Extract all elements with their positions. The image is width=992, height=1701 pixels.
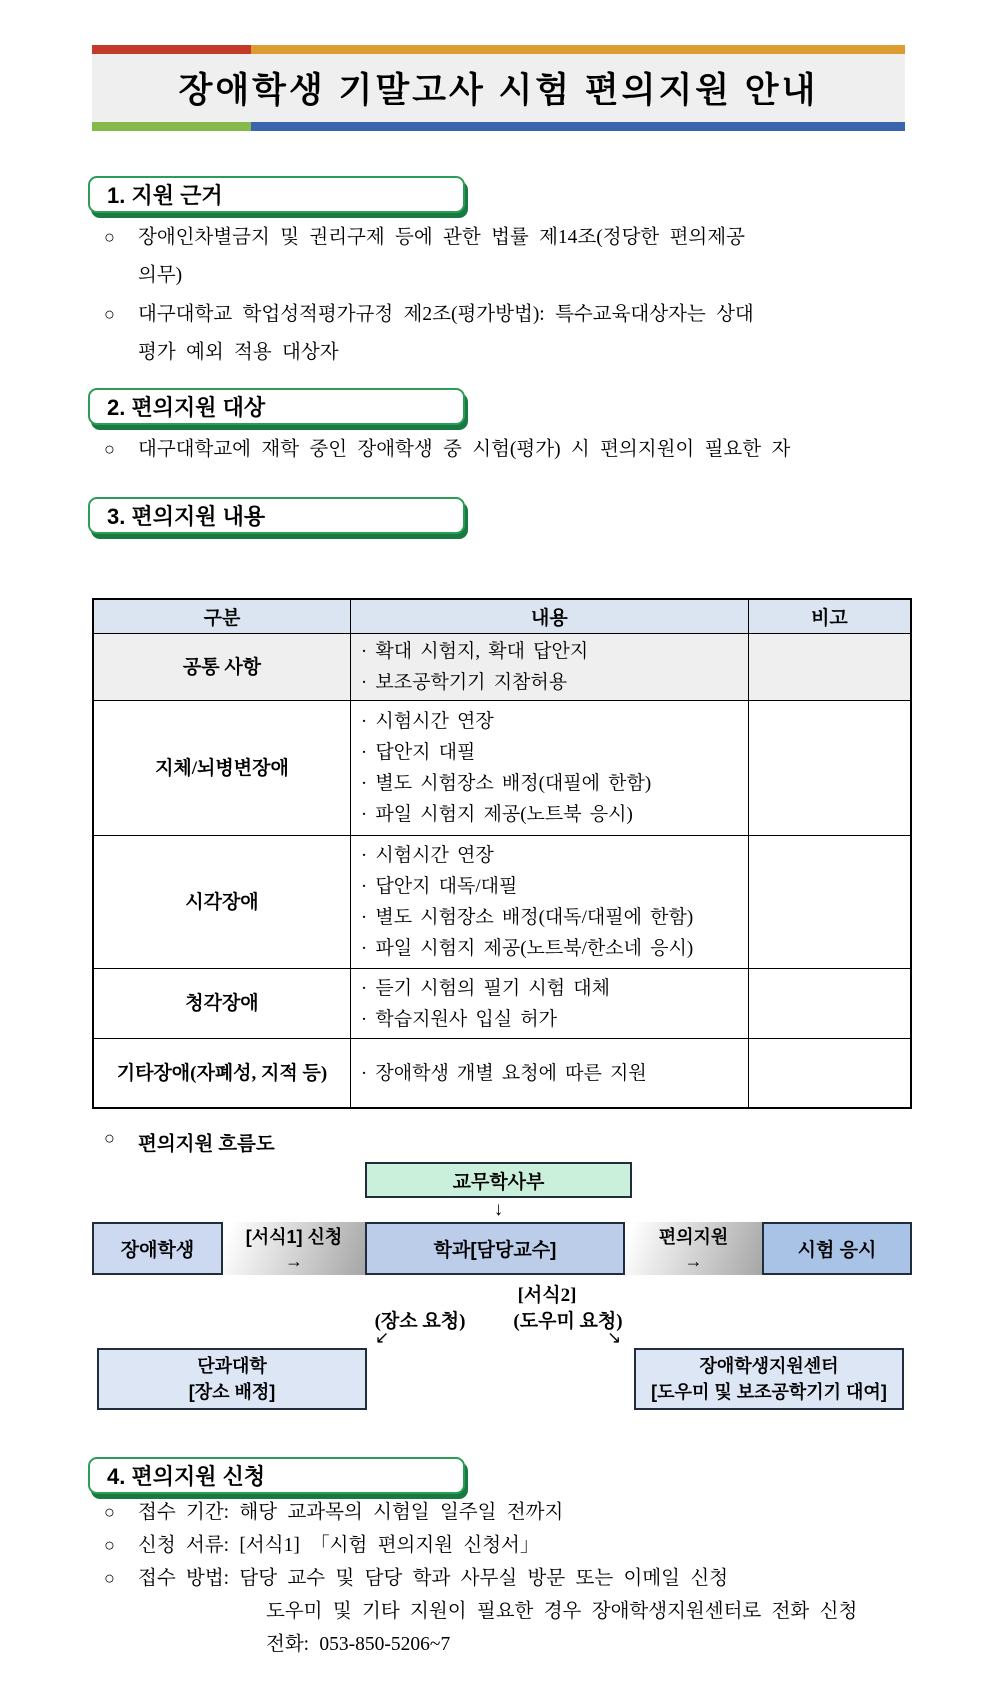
circle-bullet-icon: ○ xyxy=(104,439,115,459)
section-heading-support-basis xyxy=(88,176,465,213)
category-cell: 지체/뇌병변장애 xyxy=(93,701,350,836)
flow-box-label: 학과[담당교수] xyxy=(433,1240,557,1261)
flow-form2-label: [서식2] xyxy=(517,1285,577,1306)
note-cell xyxy=(748,969,911,1039)
flow-diagram-title xyxy=(104,1128,275,1156)
content-line: · 답안지 대필 xyxy=(360,742,476,763)
flow-box-label: 교무학사부 xyxy=(452,1171,545,1193)
circle-bullet-icon: ○ xyxy=(104,304,115,324)
banner-bottom-bar-green-segment xyxy=(92,122,251,131)
table-row xyxy=(93,969,911,1039)
southeast-arrow-icon: ↘ xyxy=(607,1328,622,1347)
section-heading-support-content xyxy=(88,497,465,534)
content-line: · 학습지원사 입실 허가 xyxy=(360,1008,557,1030)
flow-box-label: 단과대학 xyxy=(197,1356,267,1376)
note-cell xyxy=(748,836,911,969)
flow-step-label: [서식1] 신청 xyxy=(245,1226,343,1247)
banner-top-bar-orange-segment xyxy=(251,45,905,54)
bullet-text: 접수 방법: 담당 교수 및 담당 학과 사무실 방문 또는 이메일 신청 xyxy=(138,1568,729,1589)
flow-step-label: 편의지원 xyxy=(658,1226,729,1247)
circle-bullet-icon: ○ xyxy=(104,227,115,247)
accommodation-table xyxy=(92,598,912,1109)
flow-box-college xyxy=(97,1348,367,1410)
section-heading-label: 1. 지원 근거 xyxy=(107,183,223,208)
circle-bullet-icon: ○ xyxy=(104,1535,115,1555)
bullet-text: 평가 예외 적용 대상자 xyxy=(138,342,339,363)
content-line: · 별도 시험장소 배정(대필에 한함) xyxy=(360,773,652,794)
flow-title-text: 편의지원 흐름도 xyxy=(138,1134,275,1155)
flow-main-row xyxy=(92,1222,912,1275)
list-item-continuation xyxy=(104,334,924,372)
southwest-arrow-icon: ↙ xyxy=(375,1328,390,1347)
content-line: · 파일 시험지 제공(노트북/한소네 응시) xyxy=(360,938,694,959)
bullet-text: 도우미 및 기타 지원이 필요한 경우 장애학생지원센터로 전화 신청 xyxy=(266,1601,858,1622)
list-item xyxy=(104,430,924,469)
content-cell xyxy=(350,969,748,1039)
category-cell: 기타장애(자폐성, 지적 등) xyxy=(93,1039,350,1109)
bullet-text: 대구대학교 학업성적평가규정 제2조(평가방법): 특수교육대상자는 상대 xyxy=(138,304,754,325)
category-cell: 공통 사항 xyxy=(93,634,350,701)
support-flow-diagram xyxy=(92,1120,912,1420)
bullet-text: 신청 서류: [서식1] 「시험 편의지원 신청서」 xyxy=(138,1535,540,1556)
circle-bullet-icon: ○ xyxy=(104,1568,115,1588)
category-cell: 청각장애 xyxy=(93,969,350,1039)
table-row xyxy=(93,1039,911,1109)
flow-box-department xyxy=(365,1222,625,1275)
flow-box-sublabel: [도우미 및 보조공학기기 대여] xyxy=(651,1382,887,1402)
content-line: · 확대 시험지, 확대 답안지 xyxy=(360,641,589,662)
section4-bullet-list xyxy=(104,1496,924,1661)
content-line: · 시험시간 연장 xyxy=(360,711,494,732)
content-line: · 듣기 시험의 필기 시험 대체 xyxy=(360,977,610,999)
down-arrow-icon: ↓ xyxy=(493,1199,504,1220)
content-cell xyxy=(350,1039,748,1109)
list-item xyxy=(104,1529,924,1562)
section-heading-label: 3. 편의지원 내용 xyxy=(107,504,266,529)
flow-box-label: 시험 응시 xyxy=(797,1240,877,1261)
flow-box-exam xyxy=(762,1222,912,1275)
section-heading-label: 2. 편의지원 대상 xyxy=(107,395,266,420)
list-item xyxy=(104,218,924,257)
column-header-category: 구분 xyxy=(93,599,350,634)
bullet-text: 전화: 053-850-5206~7 xyxy=(266,1634,451,1655)
right-arrow-icon: → xyxy=(285,1250,303,1271)
banner-body xyxy=(92,54,905,122)
page-title: 장애학생 기말고사 시험 편의지원 안내 xyxy=(178,71,819,110)
list-item-continuation xyxy=(104,257,924,295)
list-item xyxy=(104,1496,924,1529)
flow-place-request-label: (장소 요청) xyxy=(374,1311,466,1332)
list-item-continuation xyxy=(104,1595,924,1628)
flow-box-label: 장애학생 xyxy=(120,1240,195,1261)
section1-bullet-list xyxy=(104,218,924,372)
note-cell xyxy=(748,701,911,836)
content-line: · 별도 시험장소 배정(대독/대필에 한함) xyxy=(360,907,694,928)
bullet-text: 장애인차별금지 및 권리구제 등에 관한 법률 제14조(정당한 편의제공 xyxy=(138,227,745,248)
table-row xyxy=(93,634,911,701)
section2-bullet-list xyxy=(104,430,924,469)
table-row xyxy=(93,701,911,836)
content-line: · 답안지 대독/대필 xyxy=(360,876,518,897)
flow-box-student xyxy=(92,1222,223,1275)
bullet-text: 접수 기간: 해당 교과목의 시험일 일주일 전까지 xyxy=(138,1502,564,1523)
table-header-row xyxy=(93,599,911,634)
flow-box-sublabel: [장소 배정] xyxy=(188,1382,276,1402)
content-line: · 시험시간 연장 xyxy=(360,845,494,866)
content-cell xyxy=(350,836,748,969)
flow-box-disability-support-center xyxy=(634,1348,904,1410)
list-item xyxy=(104,1562,924,1595)
bullet-text: 대구대학교에 재학 중인 장애학생 중 시험(평가) 시 편의지원이 필요한 자 xyxy=(138,439,791,460)
table-row xyxy=(93,836,911,969)
banner-top-bar xyxy=(92,45,905,54)
content-cell xyxy=(350,701,748,836)
circle-bullet-icon: ○ xyxy=(104,1502,115,1522)
section-heading-application xyxy=(88,1457,465,1494)
content-line: · 장애학생 개별 요청에 따른 지원 xyxy=(360,1062,647,1084)
flow-step-apply xyxy=(223,1222,365,1275)
banner-bottom-bar xyxy=(92,122,905,131)
list-item xyxy=(104,295,924,334)
section-heading-label: 4. 편의지원 신청 xyxy=(107,1464,266,1489)
content-line: · 파일 시험지 제공(노트북 응시) xyxy=(360,804,633,825)
flow-helper-request-label: (도우미 요청) xyxy=(513,1311,623,1332)
flow-box-academic-affairs xyxy=(365,1162,632,1198)
bullet-text: 의무) xyxy=(138,265,183,286)
note-cell xyxy=(748,1039,911,1109)
section-heading-support-target xyxy=(88,388,465,425)
content-line: · 보조공학기기 지참허용 xyxy=(360,672,568,693)
circle-bullet-icon: ○ xyxy=(104,1128,115,1148)
column-header-content: 내용 xyxy=(350,599,748,634)
note-cell xyxy=(748,634,911,701)
banner-top-bar-red-segment xyxy=(92,45,251,54)
banner-bottom-bar-blue-segment xyxy=(251,122,905,131)
flow-step-support xyxy=(625,1222,762,1275)
column-header-note: 비고 xyxy=(748,599,911,634)
right-arrow-icon: → xyxy=(684,1250,703,1271)
list-item-continuation xyxy=(104,1628,924,1661)
category-cell: 시각장애 xyxy=(93,836,350,969)
flow-box-label: 장애학생지원센터 xyxy=(699,1356,839,1376)
title-banner xyxy=(92,45,905,131)
content-cell xyxy=(350,634,748,701)
